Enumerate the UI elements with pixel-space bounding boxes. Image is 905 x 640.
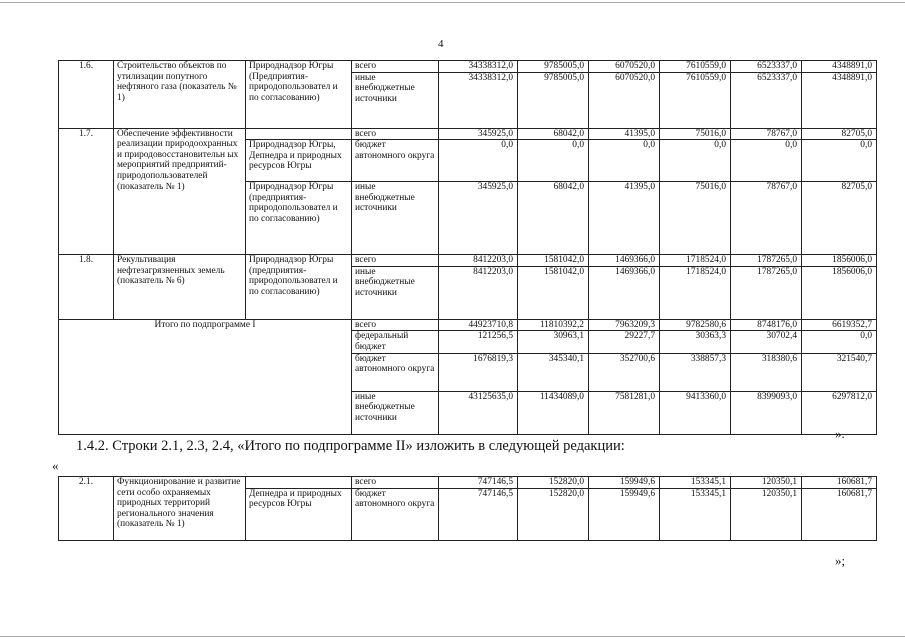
amount-cell: 1676819,3 xyxy=(439,353,518,391)
amount-cell: 6619352,7 xyxy=(802,319,877,331)
amount-cell: 121256,5 xyxy=(439,331,518,353)
funding-source: иные внебюджетные источники xyxy=(352,266,439,319)
amount-cell: 1787265,0 xyxy=(731,255,802,267)
amount-cell: 1581042,0 xyxy=(518,266,589,319)
amount-cell: 1469366,0 xyxy=(589,255,660,267)
amount-cell: 68042,0 xyxy=(518,182,589,255)
funding-source: бюджет автономного округа xyxy=(352,140,439,182)
amount-cell: 160681,7 xyxy=(802,477,877,489)
amount-cell: 0,0 xyxy=(660,140,731,182)
amount-cell: 1787265,0 xyxy=(731,266,802,319)
funding-table-body-2 xyxy=(59,477,877,541)
activity-name: Функционирование и развитие сети особо охраняемых природных территорий регионального значения (показатель № 1) xyxy=(114,477,246,541)
amount-cell: 0,0 xyxy=(518,140,589,182)
amount-cell: 44923710,8 xyxy=(439,319,518,331)
row-number: 2.1. xyxy=(59,477,114,541)
executor-cell xyxy=(246,128,352,140)
funding-table-subprogram-2 xyxy=(58,476,877,541)
amount-cell: 41395,0 xyxy=(589,182,660,255)
executor-cell xyxy=(246,477,352,489)
amount-cell: 153345,1 xyxy=(660,488,731,540)
funding-source: бюджет автономного округа xyxy=(352,353,439,391)
bottom-scan-edge xyxy=(0,636,905,637)
amount-cell: 153345,1 xyxy=(660,477,731,489)
funding-source: федеральный бюджет xyxy=(352,331,439,353)
activity-name: Рекультивация нефтезагрязненных земель (показатель № 6) xyxy=(114,255,246,320)
amount-cell: 345925,0 xyxy=(439,128,518,140)
activity-name: Строительство объектов по утилизации попутного нефтяного газа (показатель № 1) xyxy=(114,61,246,129)
amount-cell: 0,0 xyxy=(802,331,877,353)
closing-quote: ». xyxy=(835,426,845,441)
amount-cell: 7610559,0 xyxy=(660,72,731,128)
table-row xyxy=(59,61,877,73)
opening-quote: « xyxy=(52,458,59,473)
amount-cell: 6523337,0 xyxy=(731,72,802,128)
funding-source: всего xyxy=(352,255,439,267)
funding-source: всего xyxy=(352,61,439,73)
executor-cell: Природнадзор Югры (предприятия-природопользовател и по согласованию) xyxy=(246,182,352,255)
funding-source: бюджет автономного округа xyxy=(352,488,439,540)
amount-cell: 159949,6 xyxy=(589,477,660,489)
amount-cell: 1856006,0 xyxy=(802,266,877,319)
amount-cell: 78767,0 xyxy=(731,128,802,140)
executor-cell: Природнадзор Югры, Депнедра и природных ресурсов Югры xyxy=(246,140,352,182)
amount-cell: 30702,4 xyxy=(731,331,802,353)
page-number: 4 xyxy=(438,38,444,50)
table-row xyxy=(59,255,877,267)
amount-cell: 318380,6 xyxy=(731,353,802,391)
amount-cell: 9413360,0 xyxy=(660,391,731,434)
amount-cell: 152820,0 xyxy=(518,488,589,540)
table-row xyxy=(59,128,877,140)
amount-cell: 34338312,0 xyxy=(439,72,518,128)
funding-table-subprogram-1 xyxy=(58,60,877,435)
table-row xyxy=(59,319,877,331)
funding-source: иные внебюджетные источники xyxy=(352,391,439,434)
amount-cell: 1718524,0 xyxy=(660,255,731,267)
amount-cell: 11810392,2 xyxy=(518,319,589,331)
funding-source: всего xyxy=(352,319,439,331)
amount-cell: 9782580,6 xyxy=(660,319,731,331)
amount-cell: 82705,0 xyxy=(802,128,877,140)
executor-cell: Природнадзор Югры (предприятия-природопользовател и по согласованию) xyxy=(246,255,352,320)
amount-cell: 7963209,3 xyxy=(589,319,660,331)
amount-cell: 29227,7 xyxy=(589,331,660,353)
amount-cell: 1469366,0 xyxy=(589,266,660,319)
amount-cell: 338857,3 xyxy=(660,353,731,391)
amount-cell: 75016,0 xyxy=(660,128,731,140)
funding-source: всего xyxy=(352,477,439,489)
amount-cell: 1581042,0 xyxy=(518,255,589,267)
amount-cell: 159949,6 xyxy=(589,488,660,540)
amount-cell: 43125635,0 xyxy=(439,391,518,434)
amount-cell: 352700,6 xyxy=(589,353,660,391)
amount-cell: 8412203,0 xyxy=(439,255,518,267)
amount-cell: 4348891,0 xyxy=(802,72,877,128)
amount-cell: 41395,0 xyxy=(589,128,660,140)
amount-cell: 4348891,0 xyxy=(802,61,877,73)
amount-cell: 345925,0 xyxy=(439,182,518,255)
amount-cell: 6523337,0 xyxy=(731,61,802,73)
amount-cell: 747146,5 xyxy=(439,477,518,489)
amount-cell: 120350,1 xyxy=(731,488,802,540)
row-number: 1.6. xyxy=(59,61,114,129)
row-number: 1.7. xyxy=(59,128,114,255)
executor-cell: Природнадзор Югры (Предприятия-природопользовател и по согласованию) xyxy=(246,61,352,129)
amount-cell: 152820,0 xyxy=(518,477,589,489)
amount-cell: 321540,7 xyxy=(802,353,877,391)
amount-cell: 0,0 xyxy=(802,140,877,182)
closing-quote-semicolon: »; xyxy=(835,553,846,568)
total-label: Итого по подпрограмме I xyxy=(59,319,352,434)
amount-cell: 8412203,0 xyxy=(439,266,518,319)
funding-source: иные внебюджетные источники xyxy=(352,72,439,128)
amount-cell: 9785005,0 xyxy=(518,61,589,73)
amount-cell: 0,0 xyxy=(589,140,660,182)
amount-cell: 9785005,0 xyxy=(518,72,589,128)
amount-cell: 1718524,0 xyxy=(660,266,731,319)
amount-cell: 6070520,0 xyxy=(589,61,660,73)
amount-cell: 68042,0 xyxy=(518,128,589,140)
amount-cell: 1856006,0 xyxy=(802,255,877,267)
executor-cell: Депнедра и природных ресурсов Югры xyxy=(246,488,352,540)
amount-cell: 7610559,0 xyxy=(660,61,731,73)
amount-cell: 11434089,0 xyxy=(518,391,589,434)
amount-cell: 6297812,0 xyxy=(802,391,877,434)
amount-cell: 160681,7 xyxy=(802,488,877,540)
amount-cell: 7581281,0 xyxy=(589,391,660,434)
amount-cell: 747146,5 xyxy=(439,488,518,540)
funding-source: иные внебюджетные источники xyxy=(352,182,439,255)
amount-cell: 0,0 xyxy=(439,140,518,182)
amount-cell: 8748176,0 xyxy=(731,319,802,331)
funding-source: всего xyxy=(352,128,439,140)
table-row xyxy=(59,477,877,489)
amount-cell: 345340,1 xyxy=(518,353,589,391)
amount-cell: 30963,1 xyxy=(518,331,589,353)
row-number: 1.8. xyxy=(59,255,114,320)
activity-name: Обеспечение эффективности реализации природоохранных и природовосстановительн ых мероприятий предприятий-природопользователей (показатель № 1) xyxy=(114,128,246,255)
amount-cell: 82705,0 xyxy=(802,182,877,255)
amount-cell: 6070520,0 xyxy=(589,72,660,128)
amount-cell: 8399093,0 xyxy=(731,391,802,434)
amount-cell: 34338312,0 xyxy=(439,61,518,73)
amount-cell: 0,0 xyxy=(731,140,802,182)
amount-cell: 78767,0 xyxy=(731,182,802,255)
amount-cell: 75016,0 xyxy=(660,182,731,255)
funding-table-body xyxy=(59,61,877,435)
section-heading: 1.4.2. Строки 2.1, 2.3, 2.4, «Итого по подпрограмме II» изложить в следующей редакции: xyxy=(76,438,625,454)
amount-cell: 120350,1 xyxy=(731,477,802,489)
amount-cell: 30363,3 xyxy=(660,331,731,353)
top-scan-edge xyxy=(0,2,905,3)
